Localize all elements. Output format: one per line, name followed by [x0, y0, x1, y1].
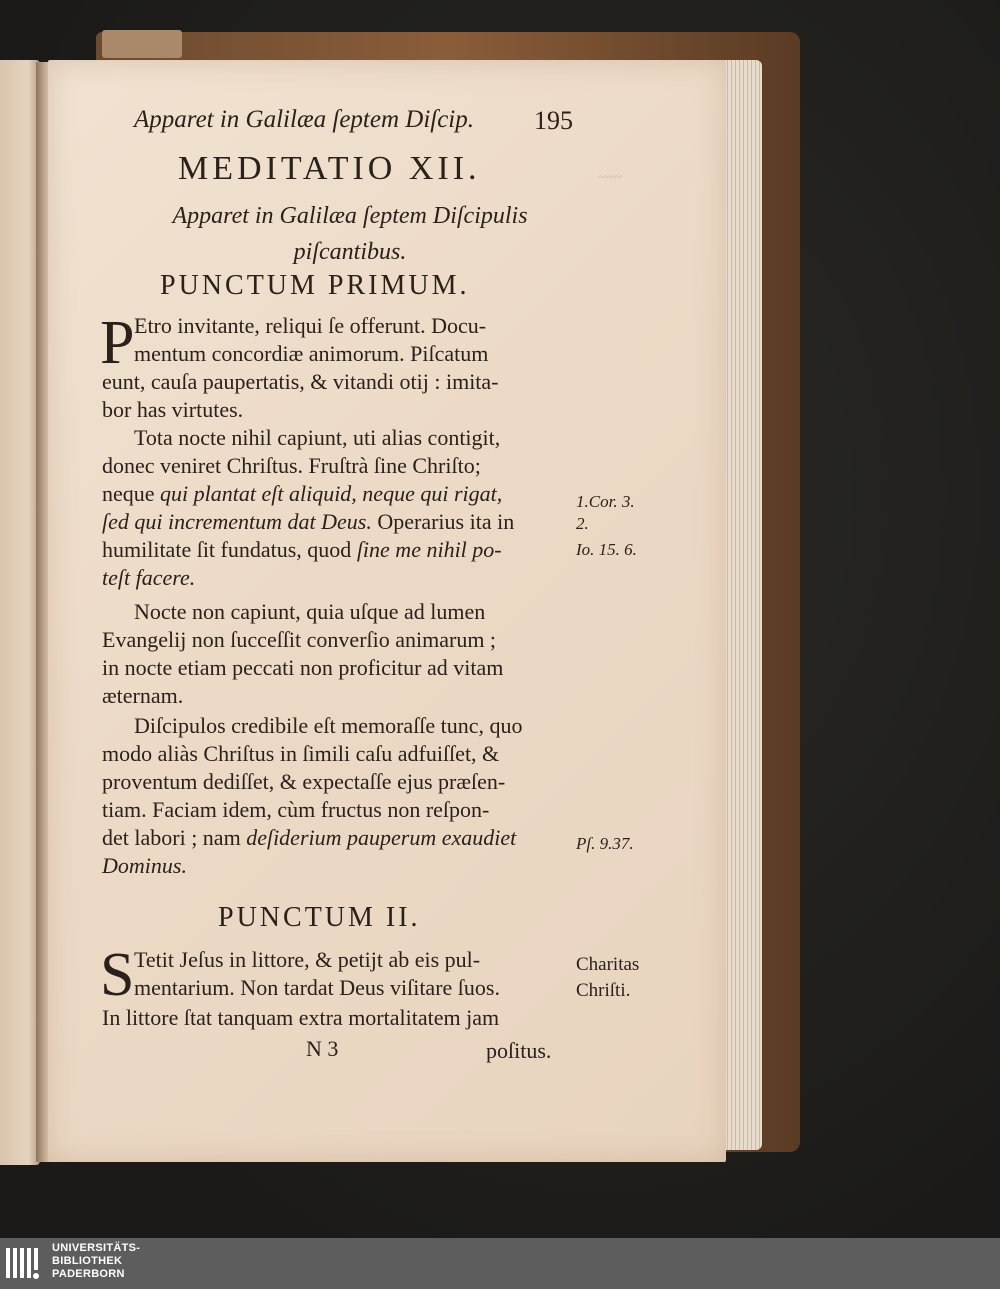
- scripture-quote: ſed qui incrementum dat Deus.: [102, 509, 372, 534]
- scripture-quote: ſine me nihil po-: [356, 537, 502, 562]
- library-name: [52, 1242, 140, 1281]
- text-line: bor has virtutes.: [102, 397, 244, 422]
- text-line: eunt, cauſa paupertatis, & vitandi otij : imita-: [102, 369, 499, 394]
- text-span: det labori ; nam: [102, 825, 247, 850]
- text-line: Dominus.: [102, 853, 187, 878]
- library-footer-bar: [0, 1238, 1000, 1289]
- text-line: donec veniret Chriſtus. Fruſtrà ſine Chriſto;: [102, 453, 481, 478]
- margin-note: Io. 15. 6.: [576, 540, 637, 559]
- show-through: ~~~: [598, 170, 623, 186]
- text-line: modo aliàs Chriſtus in ſimili caſu adfuiſſet, &: [102, 741, 500, 766]
- text-line: Evangelij non ſucceſſit converſio animarum ;: [102, 627, 497, 652]
- text-line: [102, 824, 568, 852]
- text-line: æternam.: [102, 683, 184, 708]
- text-span: Operarius ita in: [371, 509, 515, 534]
- text-line: Tota nocte nihil capiunt, uti alias contigit,: [134, 425, 501, 450]
- text-line: Tetit Jeſus in littore, & petijt ab eis pul-: [134, 947, 481, 972]
- text-line: [102, 508, 568, 536]
- scripture-quote: qui plantat eſt aliquid, neque qui rigat,: [160, 481, 503, 506]
- running-head: Apparet in Galilæa ſeptem Diſcip.: [134, 106, 475, 133]
- cover-tab: [102, 30, 182, 58]
- subtitle-line: Apparet in Galilæa ſeptem Diſcipulis: [172, 203, 528, 229]
- text-span: neque: [102, 481, 161, 506]
- punctum-1-heading: PUNCTUM PRIMUM.: [160, 270, 470, 301]
- meditation-subtitle: [130, 198, 570, 270]
- margin-note: Charitas: [576, 954, 640, 975]
- margin-note: Chriſti.: [576, 980, 631, 1001]
- text-line: Etro invitante, reliqui ſe offerunt. Docu-: [134, 313, 487, 338]
- text-line: teſt facere.: [102, 565, 196, 590]
- text-line: tiam. Faciam idem, cùm fructus non reſpon-: [102, 797, 490, 822]
- text-line: Diſcipulos credibile eſt memoraſſe tunc, quo: [134, 713, 523, 738]
- text-line: proventum dediſſet, & expectaſſe ejus præſen-: [102, 769, 506, 794]
- catchword: poſitus.: [486, 1038, 552, 1063]
- meditation-title: MEDITATIO XII.: [178, 150, 481, 187]
- subtitle-line: piſcantibus.: [293, 239, 407, 265]
- text-line: In littore ſtat tanquam extra mortalitatem jam: [102, 1005, 500, 1030]
- text-line: in nocte etiam peccati non proficitur ad vitam: [102, 655, 504, 680]
- library-logo-icon: [4, 1244, 46, 1282]
- scripture-quote: deſiderium pauperum exaudiet: [246, 825, 517, 850]
- text-line: Nocte non capiunt, quia uſque ad lumen: [134, 599, 486, 624]
- book-page: [48, 60, 726, 1162]
- drop-cap: P: [100, 309, 135, 377]
- signature-mark: N 3: [306, 1036, 339, 1061]
- margin-note: 1.Cor. 3.: [576, 492, 635, 511]
- text-line: mentum concordiæ animorum. Piſcatum: [134, 341, 489, 366]
- page-number: 195: [534, 106, 573, 135]
- library-name-line: BIBLIOTHEK: [52, 1255, 123, 1267]
- left-page-edge: [0, 60, 40, 1165]
- drop-cap: S: [100, 941, 135, 1009]
- punctum-2-heading: PUNCTUM II.: [218, 902, 421, 933]
- margin-note: 2.: [576, 514, 589, 533]
- library-name-line: UNIVERSITÄTS-: [52, 1242, 141, 1254]
- library-name-line: PADERBORN: [52, 1268, 125, 1280]
- margin-note: Pſ. 9.37.: [576, 834, 634, 853]
- text-span: humilitate ſit fundatus, quod: [102, 537, 357, 562]
- text-line: [102, 536, 568, 564]
- text-line: [102, 480, 568, 508]
- text-line: mentarium. Non tardat Deus viſitare ſuos.: [134, 975, 500, 1000]
